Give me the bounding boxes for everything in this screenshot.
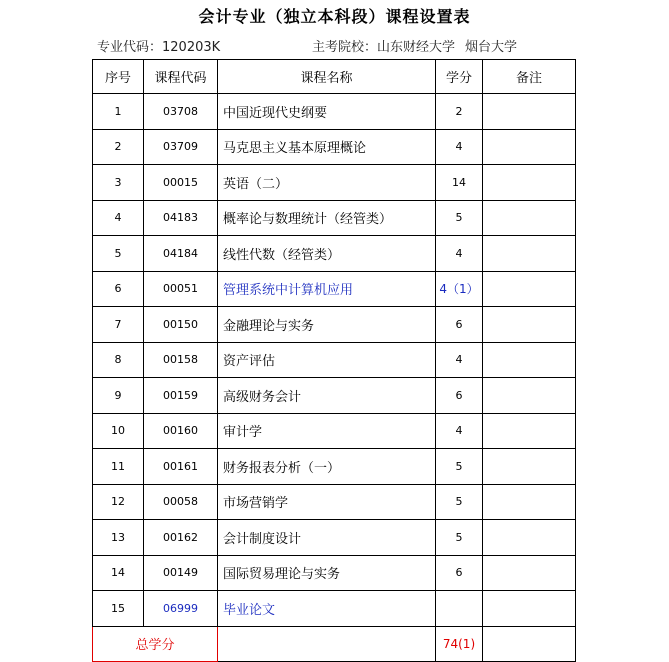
row-course-name: 毕业论文	[218, 591, 436, 627]
row-course-name: 市场营销学	[218, 484, 436, 520]
table-row	[93, 520, 576, 556]
table-row	[93, 449, 576, 485]
row-course-name: 资产评估	[218, 342, 436, 378]
row-note	[483, 413, 576, 449]
row-note	[483, 165, 576, 201]
table-row	[93, 271, 576, 307]
row-course-code: 00158	[144, 342, 218, 378]
row-credit: 5	[436, 484, 483, 520]
primary-school: 主考院校：山东财经大学	[312, 40, 456, 55]
header-credit: 学分	[436, 60, 483, 94]
row-credit: 2	[436, 94, 483, 130]
row-index: 6	[93, 271, 144, 307]
row-course-code: 00051	[144, 271, 218, 307]
table-row	[93, 307, 576, 343]
row-course-code: 06999	[144, 591, 218, 627]
row-index: 13	[93, 520, 144, 556]
row-course-name: 审计学	[218, 413, 436, 449]
row-index: 1	[93, 94, 144, 130]
row-course-name: 线性代数（经管类）	[218, 236, 436, 272]
row-index: 8	[93, 342, 144, 378]
row-course-name: 中国近现代史纲要	[218, 94, 436, 130]
header-index: 序号	[93, 60, 144, 94]
table-row	[93, 165, 576, 201]
row-credit: 4	[436, 413, 483, 449]
row-note	[483, 449, 576, 485]
exam-schools	[312, 36, 517, 55]
row-course-name: 英语（二）	[218, 165, 436, 201]
row-note	[483, 307, 576, 343]
row-course-code: 00015	[144, 165, 218, 201]
major-code: 专业代码：120203K	[97, 40, 221, 55]
row-credit: 6	[436, 378, 483, 414]
total-name-cell	[218, 626, 436, 661]
table-row	[93, 591, 576, 627]
row-course-code: 00160	[144, 413, 218, 449]
row-course-name: 金融理论与实务	[218, 307, 436, 343]
row-course-code: 03708	[144, 94, 218, 130]
table-header-row	[93, 60, 576, 94]
row-index: 10	[93, 413, 144, 449]
row-credit: 4（1）	[436, 271, 483, 307]
page-title: 会计专业（独立本科段）课程设置表	[198, 7, 471, 26]
table-row	[93, 236, 576, 272]
row-index: 14	[93, 555, 144, 591]
table-row	[93, 413, 576, 449]
row-index: 9	[93, 378, 144, 414]
header-note: 备注	[483, 60, 576, 94]
row-index: 15	[93, 591, 144, 627]
header-name: 课程名称	[218, 60, 436, 94]
total-label: 总学分	[93, 626, 218, 661]
row-course-name: 财务报表分析（一）	[218, 449, 436, 485]
row-course-name: 概率论与数理统计（经管类）	[218, 200, 436, 236]
row-course-code: 00162	[144, 520, 218, 556]
row-index: 7	[93, 307, 144, 343]
row-note	[483, 271, 576, 307]
table-row	[93, 200, 576, 236]
row-note	[483, 94, 576, 130]
row-note	[483, 342, 576, 378]
row-index: 4	[93, 200, 144, 236]
table-row	[93, 484, 576, 520]
table-row	[93, 378, 576, 414]
table-row	[93, 555, 576, 591]
row-credit: 4	[436, 236, 483, 272]
row-course-code: 03709	[144, 129, 218, 165]
row-course-code: 00058	[144, 484, 218, 520]
secondary-school: 烟台大学	[465, 40, 518, 55]
row-course-code: 00161	[144, 449, 218, 485]
row-note	[483, 200, 576, 236]
table-row	[93, 129, 576, 165]
total-value: 74(1)	[436, 626, 483, 661]
row-credit: 4	[436, 342, 483, 378]
row-note	[483, 378, 576, 414]
row-course-name: 国际贸易理论与实务	[218, 555, 436, 591]
table-row	[93, 94, 576, 130]
table-row	[93, 342, 576, 378]
row-note	[483, 591, 576, 627]
row-credit: 5	[436, 520, 483, 556]
row-credit: 4	[436, 129, 483, 165]
row-credit	[436, 591, 483, 627]
row-note	[483, 484, 576, 520]
row-index: 11	[93, 449, 144, 485]
row-credit: 14	[436, 165, 483, 201]
row-index: 5	[93, 236, 144, 272]
row-course-code: 04183	[144, 200, 218, 236]
row-course-name: 会计制度设计	[218, 520, 436, 556]
row-index: 12	[93, 484, 144, 520]
row-note	[483, 129, 576, 165]
row-note	[483, 555, 576, 591]
row-course-name: 高级财务会计	[218, 378, 436, 414]
row-credit: 6	[436, 555, 483, 591]
row-course-code: 04184	[144, 236, 218, 272]
header-code: 课程代码	[144, 60, 218, 94]
row-note	[483, 520, 576, 556]
row-course-code: 00159	[144, 378, 218, 414]
row-credit: 5	[436, 449, 483, 485]
course-table	[92, 59, 576, 662]
row-credit: 5	[436, 200, 483, 236]
row-index: 2	[93, 129, 144, 165]
row-course-name: 马克思主义基本原理概论	[218, 129, 436, 165]
row-course-code: 00149	[144, 555, 218, 591]
row-index: 3	[93, 165, 144, 201]
row-credit: 6	[436, 307, 483, 343]
total-row	[93, 626, 576, 661]
row-note	[483, 236, 576, 272]
row-course-code: 00150	[144, 307, 218, 343]
row-course-name: 管理系统中计算机应用	[218, 271, 436, 307]
total-note-cell	[483, 626, 576, 661]
